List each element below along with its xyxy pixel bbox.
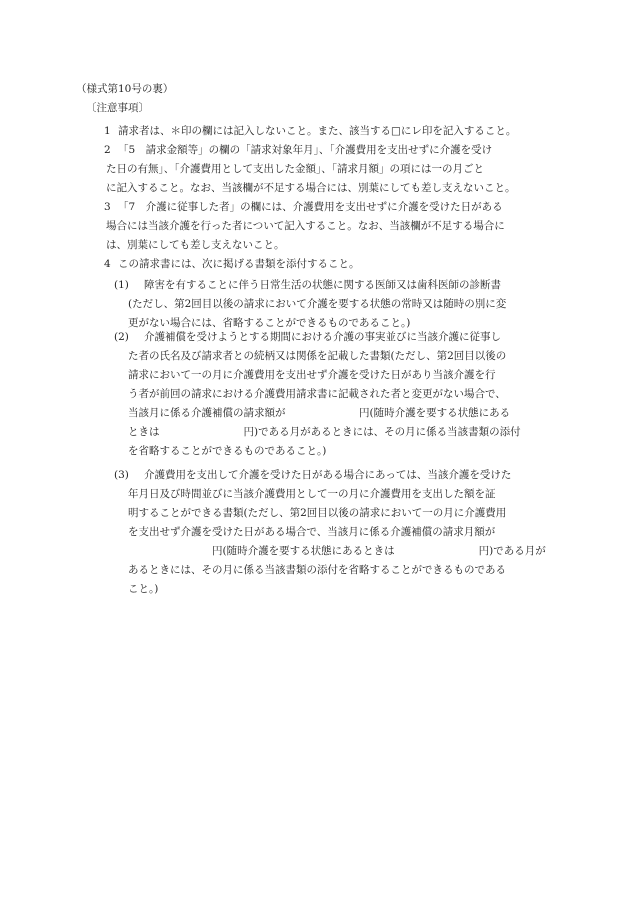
note-item-1 [104, 122, 564, 141]
note-line: は、別葉にしても差し支えないこと。 [106, 239, 285, 251]
note-line: 「5 請求金額等」の欄の「請求対象年月」、「介護費用を支出せずに介護を受け [118, 144, 493, 156]
attachment-number: (1) [114, 279, 129, 291]
note-number: 2 [104, 144, 111, 156]
note-number: 1 [104, 125, 111, 137]
attachment-item-2 [114, 328, 564, 461]
attachment-line: あるときには、その月に係る当該書類の添付を省略することができるものである [128, 564, 506, 576]
attachment-line: 年月日及び時間並びに当該介護費用として一の月に介護費用を支出した額を証 [128, 488, 496, 500]
attachment-number: (2) [114, 331, 129, 343]
note-item-4 [104, 255, 564, 274]
attachment-number: (3) [114, 469, 129, 481]
attachment-line: 請求において一の月に介護費用を支出せず介護を受けた日があり当該介護を行 [128, 369, 496, 381]
note-line: た日の有無」、「介護費用として支出した金額」、「請求月額」の項には一の月ごと [106, 163, 484, 175]
attachment-line: 明することができる書類(ただし、第2回目以後の請求において一の月に介護費用 [128, 507, 507, 519]
note-item-3 [104, 198, 564, 255]
notes-heading: 〔注意事項〕 [86, 102, 149, 114]
form-label: （様式第10号の裏） [76, 83, 174, 95]
attachment-line: (ただし、第2回目以後の請求において介護を要する状態の常時又は随時の別に変 [128, 298, 507, 310]
attachment-item-3 [114, 466, 564, 599]
attachment-line: た者の氏名及び請求者との続柄又は関係を記載した書類(ただし、第2回目以後の [128, 350, 507, 362]
note-line: この請求書には、次に掲げる書類を添付すること。 [118, 258, 360, 270]
attachment-line: 障害を有することに伴う日常生活の状態に関する医師又は歯科医師の診断書 [144, 279, 501, 291]
attachment-line: う者が前回の請求における介護費用請求書に記載された者と変更がない場合で、 [128, 388, 506, 400]
note-line: 「7 介護に従事した者」の欄には、介護費用を支出せずに介護を受けた日がある [118, 201, 503, 213]
attachment-item-1 [114, 276, 564, 333]
note-line: 請求者は、＊印の欄には記入しないこと。また、該当する□にレ印を記入すること。 [118, 125, 517, 137]
attachment-line: こと。) [128, 583, 159, 595]
attachment-line: 更がない場合には、省略することができるものであること。) [128, 317, 411, 329]
attachment-line: ときは 円)である月があるときには、その月に係る当該書類の添付 [128, 426, 521, 438]
attachment-line: を省略することができるものであること。) [128, 445, 327, 457]
note-line: 場合には当該介護を行った者について記入すること。なお、当該欄が不足する場合に [106, 220, 505, 232]
attachment-line: 介護補償を受けようとする期間における介護の事実並びに当該介護に従事し [144, 331, 501, 343]
attachment-line: 円(随時介護を要する状態にあるときは 円)である月が [128, 545, 546, 557]
attachment-line: 当該月に係る介護補償の請求額が 円(随時介護を要する状態にある [128, 407, 511, 419]
note-number: 3 [104, 201, 111, 213]
note-item-2 [104, 141, 564, 198]
note-line: に記入すること。なお、当該欄が不足する場合には、別葉にしても差し支えないこと。 [106, 182, 516, 194]
note-number: 4 [104, 258, 111, 270]
attachment-line: 介護費用を支出して介護を受けた日がある場合にあっては、当該介護を受けた [144, 469, 512, 481]
attachment-line: を支出せず介護を受けた日がある場合で、当該月に係る介護補償の請求月額が [128, 526, 496, 538]
